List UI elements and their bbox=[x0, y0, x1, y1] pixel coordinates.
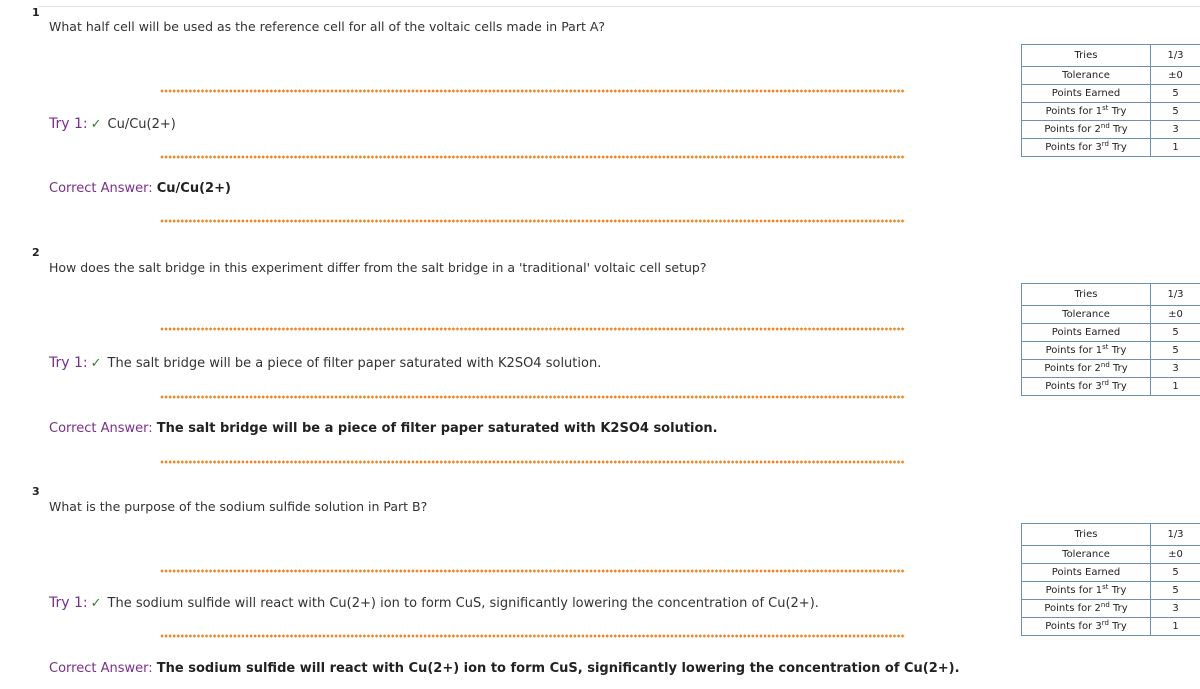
points-try1-label: Points for 1st Try bbox=[1022, 582, 1151, 600]
question-number: 3 bbox=[32, 485, 40, 498]
points-try1-label: Points for 1st Try bbox=[1022, 103, 1151, 121]
try-label: Try 1: bbox=[49, 595, 88, 611]
points-try2-value: 3 bbox=[1151, 360, 1200, 378]
response-text: The salt bridge will be a piece of filter paper saturated with K2SO4 solution. bbox=[107, 356, 602, 371]
points-try2-label: Points for 2nd Try bbox=[1022, 121, 1151, 139]
scoring-table bbox=[1021, 523, 1200, 636]
correct-answer-label: Correct Answer: bbox=[49, 421, 153, 436]
question-prompt: What half cell will be used as the reference cell for all of the voltaic cells made in Part A? bbox=[49, 19, 606, 34]
points-try1-label: Points for 1st Try bbox=[1022, 342, 1151, 360]
dotted-separator bbox=[160, 395, 905, 399]
correct-answer-label: Correct Answer: bbox=[49, 661, 153, 676]
check-icon: ✓ bbox=[90, 356, 102, 371]
question-number: 2 bbox=[32, 246, 40, 259]
points-try1-value: 5 bbox=[1151, 342, 1200, 360]
check-icon: ✓ bbox=[90, 117, 102, 132]
points-try2-label: Points for 2nd Try bbox=[1022, 600, 1151, 618]
tolerance-label: Tolerance bbox=[1022, 306, 1151, 324]
points-try3-value: 1 bbox=[1151, 139, 1200, 157]
scoring-table bbox=[1021, 283, 1200, 396]
tries-value: 1/3 bbox=[1151, 524, 1200, 546]
try-label: Try 1: bbox=[49, 355, 88, 371]
points-try3-label: Points for 3rd Try bbox=[1022, 378, 1151, 396]
points-earned-label: Points Earned bbox=[1022, 85, 1151, 103]
try-label: Try 1: bbox=[49, 116, 88, 132]
question-prompt: How does the salt bridge in this experiment differ from the salt bridge in a 'traditional' voltaic cell setup? bbox=[49, 260, 707, 275]
points-try3-label: Points for 3rd Try bbox=[1022, 139, 1151, 157]
points-earned-label: Points Earned bbox=[1022, 324, 1151, 342]
points-try1-value: 5 bbox=[1151, 103, 1200, 121]
try-response bbox=[49, 116, 176, 132]
points-try3-label: Points for 3rd Try bbox=[1022, 618, 1151, 636]
correct-answer-text: The salt bridge will be a piece of filter paper saturated with K2SO4 solution. bbox=[156, 421, 718, 436]
check-icon: ✓ bbox=[90, 596, 102, 611]
dotted-separator bbox=[160, 634, 905, 638]
tries-label: Tries bbox=[1022, 284, 1151, 306]
try-response bbox=[49, 595, 819, 611]
tolerance-label: Tolerance bbox=[1022, 67, 1151, 85]
points-try2-label: Points for 2nd Try bbox=[1022, 360, 1151, 378]
correct-answer-row bbox=[49, 181, 231, 196]
correct-answer-text: Cu/Cu(2+) bbox=[156, 181, 231, 196]
correct-answer-row bbox=[49, 661, 960, 676]
question-number: 1 bbox=[32, 6, 40, 19]
points-earned-value: 5 bbox=[1151, 85, 1200, 103]
tries-label: Tries bbox=[1022, 524, 1151, 546]
top-divider bbox=[38, 6, 1200, 7]
points-try2-value: 3 bbox=[1151, 121, 1200, 139]
tries-value: 1/3 bbox=[1151, 284, 1200, 306]
tolerance-label: Tolerance bbox=[1022, 546, 1151, 564]
points-try1-value: 5 bbox=[1151, 582, 1200, 600]
response-text: The sodium sulfide will react with Cu(2+) ion to form CuS, significantly lowering the concentration of Cu(2+). bbox=[107, 596, 819, 611]
dotted-separator bbox=[160, 327, 905, 331]
tries-label: Tries bbox=[1022, 45, 1151, 67]
response-text: Cu/Cu(2+) bbox=[107, 117, 176, 132]
points-earned-label: Points Earned bbox=[1022, 564, 1151, 582]
dotted-separator bbox=[160, 569, 905, 573]
points-earned-value: 5 bbox=[1151, 324, 1200, 342]
scoring-table bbox=[1021, 44, 1200, 157]
question-prompt: What is the purpose of the sodium sulfide solution in Part B? bbox=[49, 499, 428, 514]
dotted-separator bbox=[160, 155, 905, 159]
tolerance-value: ±0 bbox=[1151, 67, 1200, 85]
points-earned-value: 5 bbox=[1151, 564, 1200, 582]
dotted-separator bbox=[160, 89, 905, 93]
tolerance-value: ±0 bbox=[1151, 546, 1200, 564]
correct-answer-row bbox=[49, 421, 718, 436]
correct-answer-text: The sodium sulfide will react with Cu(2+) ion to form CuS, significantly lowering the concentration of Cu(2+). bbox=[156, 661, 960, 676]
tries-value: 1/3 bbox=[1151, 45, 1200, 67]
dotted-separator bbox=[160, 460, 905, 464]
points-try3-value: 1 bbox=[1151, 378, 1200, 396]
correct-answer-label: Correct Answer: bbox=[49, 181, 153, 196]
tolerance-value: ±0 bbox=[1151, 306, 1200, 324]
try-response bbox=[49, 355, 601, 371]
points-try3-value: 1 bbox=[1151, 618, 1200, 636]
points-try2-value: 3 bbox=[1151, 600, 1200, 618]
dotted-separator bbox=[160, 219, 905, 223]
